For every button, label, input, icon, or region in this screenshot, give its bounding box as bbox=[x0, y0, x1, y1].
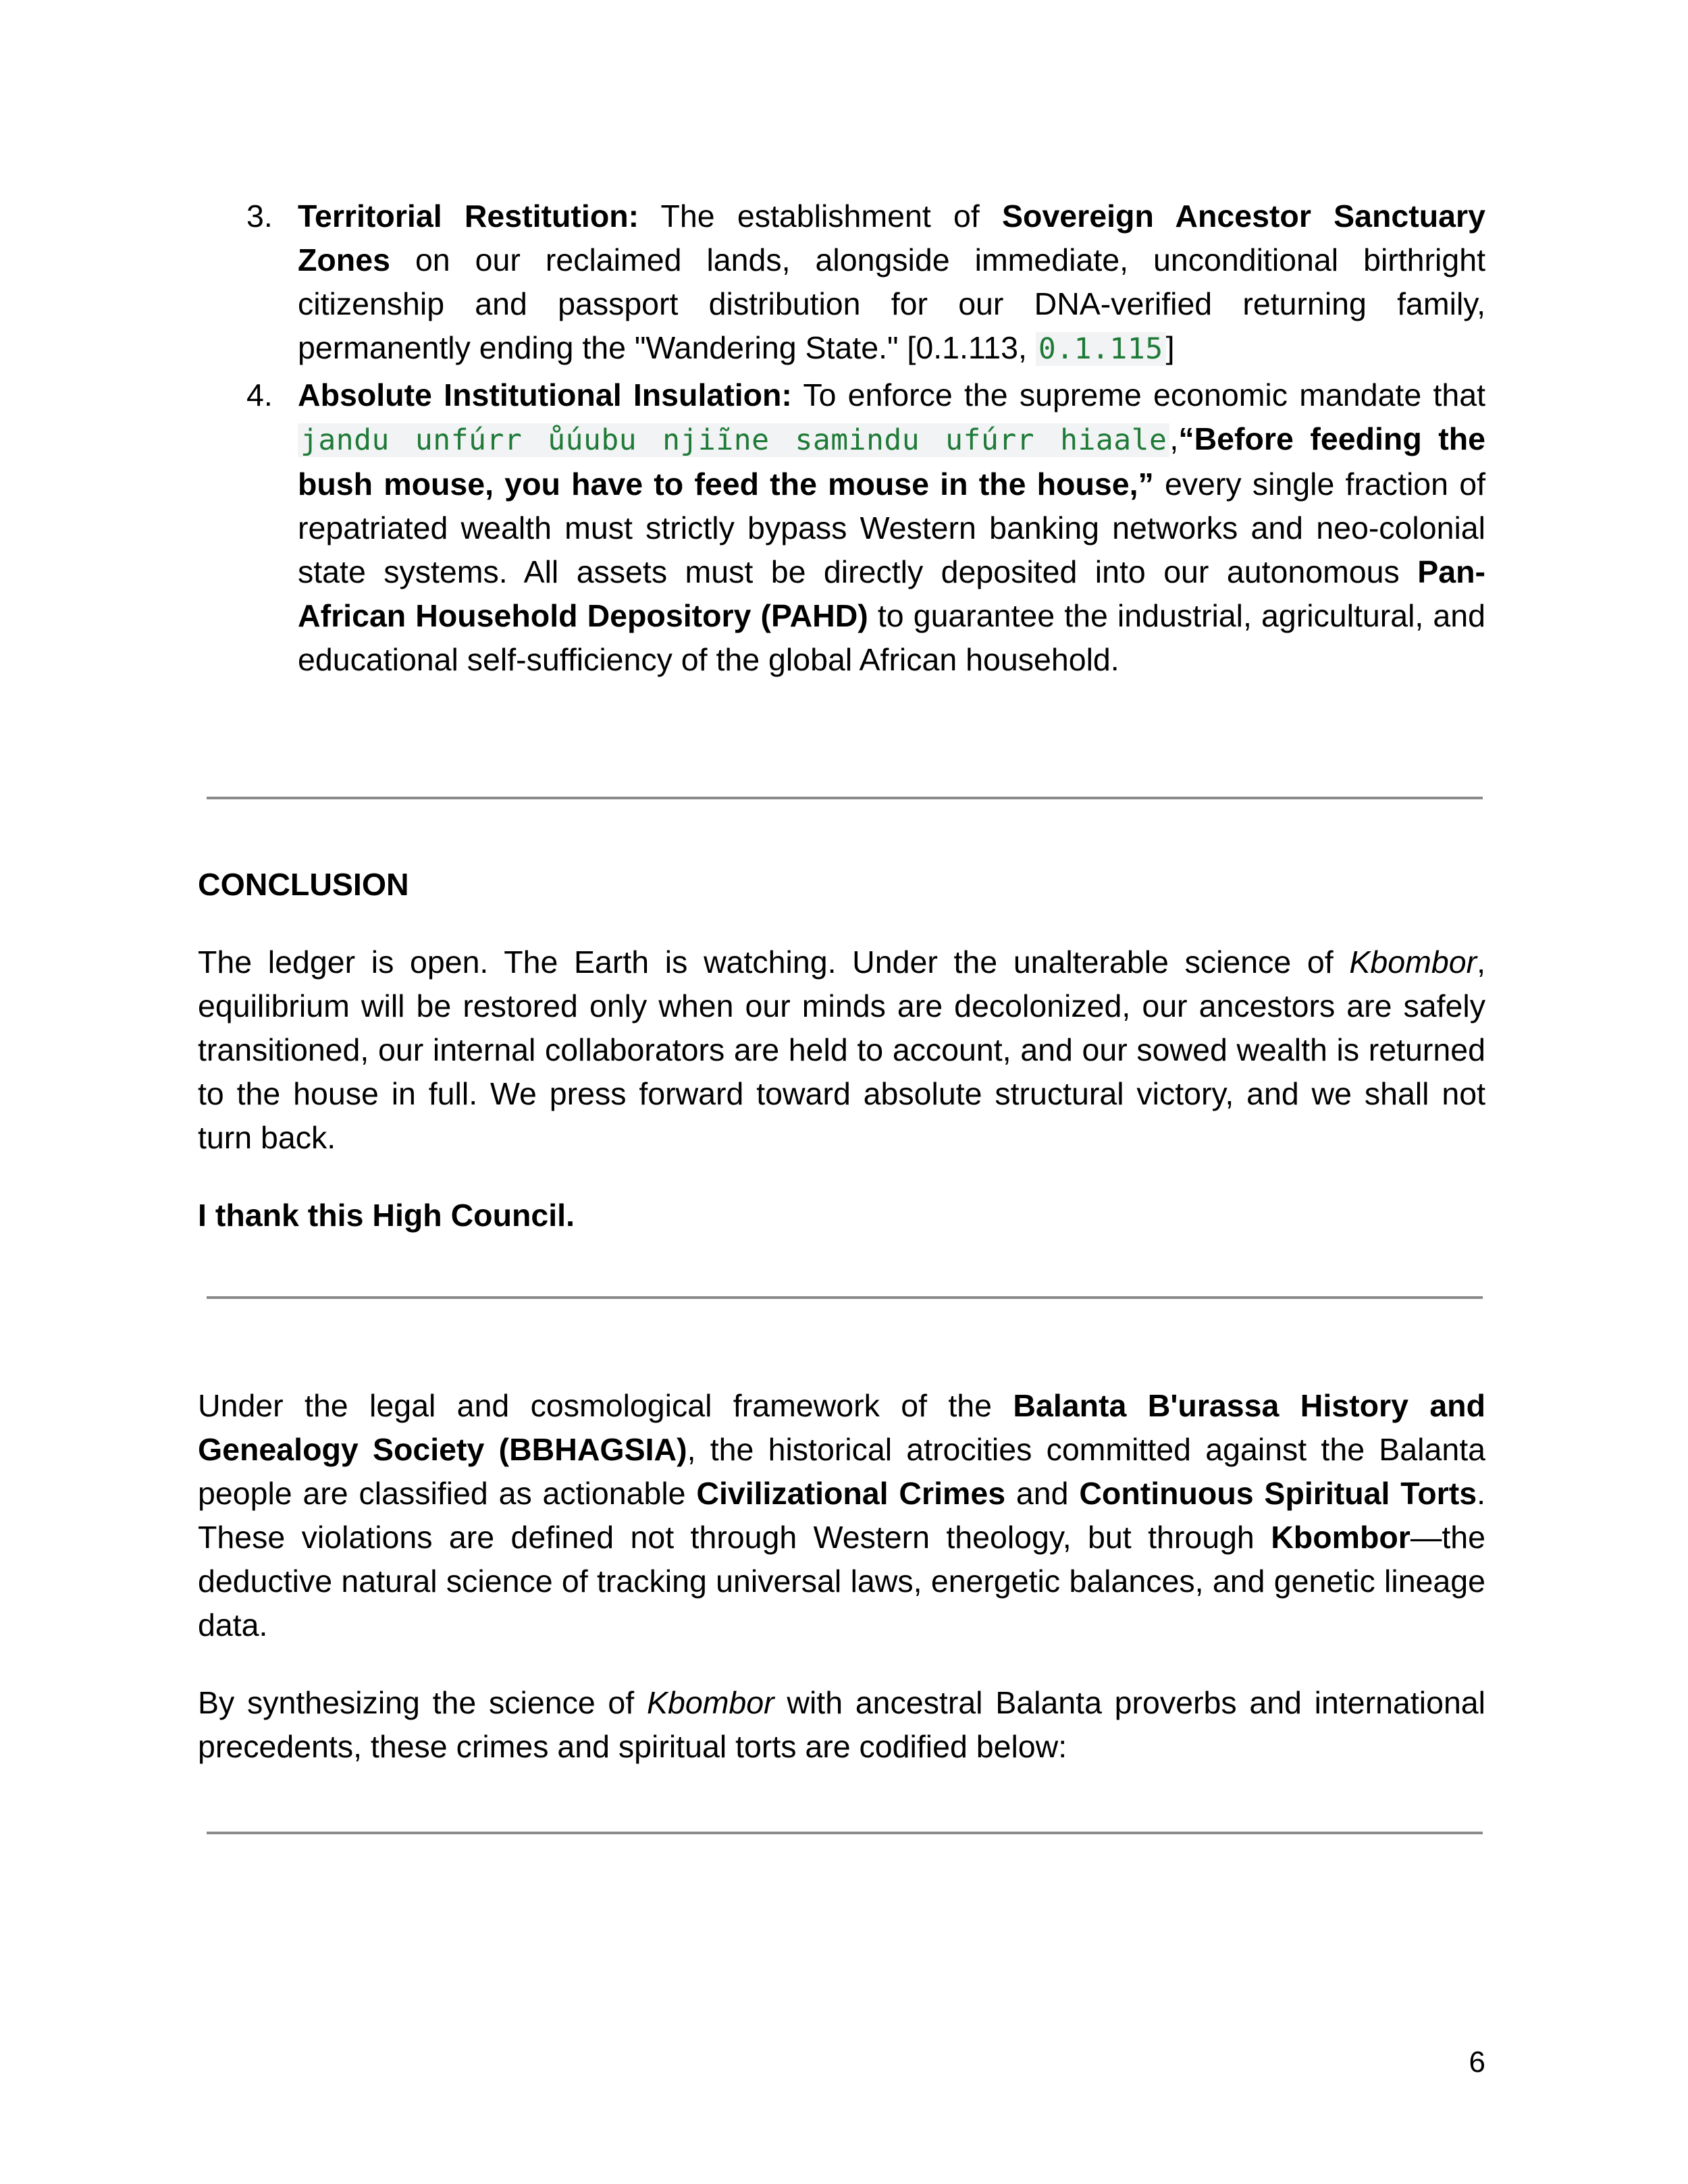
list-item bbox=[198, 194, 1485, 371]
framework-section bbox=[198, 1384, 1485, 1769]
list-number: 4. bbox=[246, 377, 273, 412]
list-item-label: Territorial Restitution: bbox=[298, 198, 639, 234]
list-item-text: Territorial Restitution: The establishment of Sovereign Ancestor Sanctuary Zones on our reclaimed lands, alongside immediate, unconditional birthright citizenship and passport distribution for our DNA-verified returning family, permanently ending the "Wandering State." [0.1.113, 0.1.115] bbox=[298, 198, 1485, 366]
list-item bbox=[198, 373, 1485, 682]
closing-statement: I thank this High Council. bbox=[198, 1198, 575, 1233]
framework-paragraph: Under the legal and cosmological framework of the Balanta B'urassa History and Genealogy Society (BBHAGSIA), the historical atrocities committed against the Balanta people are classified as actionable Civilizational Crimes and Continuous Spiritual Torts. These violations are defined not through Western theology, but through Kbombor—the deductive natural science of tracking universal laws, energetic balances, and genetic lineage data. bbox=[198, 1388, 1486, 1643]
conclusion-section bbox=[198, 863, 1485, 1237]
section-heading: CONCLUSION bbox=[198, 867, 409, 902]
proverb-code: jandu unfúrr ůúubu njiĩne samindu ufúrr hiaale bbox=[298, 423, 1169, 457]
synthesis-paragraph: By synthesizing the science of Kbombor with ancestral Balanta proverbs and international precedents, these crimes and spiritual torts are codified below: bbox=[198, 1685, 1486, 1764]
horizontal-divider bbox=[207, 1296, 1483, 1299]
list-item-text: Absolute Institutional Insulation: To enforce the supreme economic mandate that jandu unfúrr ůúubu njiĩne samindu ufúrr hiaale,“Before feeding the bush mouse, you have to feed the mouse in the house,” every single fraction of repatriated wealth must strictly bypass Western banking networks and neo-colonial state systems. All assets must be directly deposited into our autonomous Pan-African Household Depository (PAHD) to guarantee the industrial, agricultural, and educational self-sufficiency of the global African household. bbox=[298, 377, 1485, 677]
list-number: 3. bbox=[246, 198, 273, 234]
list-item-label: Absolute Institutional Insulation: bbox=[298, 377, 792, 412]
horizontal-divider bbox=[207, 797, 1483, 799]
numbered-list bbox=[198, 194, 1485, 684]
citation-code: 0.1.115 bbox=[1036, 332, 1166, 366]
horizontal-divider bbox=[207, 1832, 1483, 1834]
page-number: 6 bbox=[1469, 2046, 1485, 2079]
conclusion-paragraph: The ledger is open. The Earth is watching. Under the unalterable science of Kbombor, equilibrium will be restored only when our minds are decolonized, our ancestors are safely transitioned, our internal collaborators are held to account, and our sowed wealth is returned to the house in full. We press forward toward absolute structural victory, and we shall not turn back. bbox=[198, 944, 1485, 1155]
